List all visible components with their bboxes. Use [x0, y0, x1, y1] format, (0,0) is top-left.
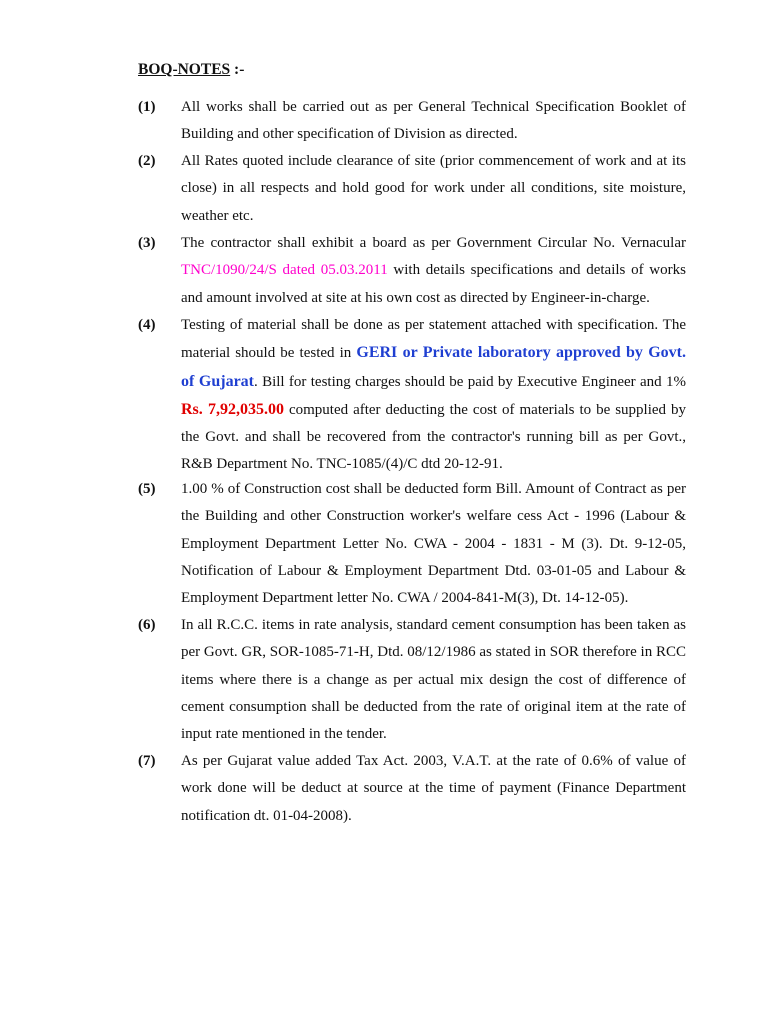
note-text: [181, 312, 686, 479]
note-text: As per Gujarat value added Tax Act. 2003, V.A.T. at the rate of 0.6% of value of work done will be deduct at source at the time of payment (Finance Department notification dt. 01-04-2008).: [181, 753, 686, 824]
note-text: [181, 230, 686, 312]
laboratory-highlight: GERI or Private laboratory approved by Govt. of Gujarat: [181, 344, 686, 390]
heading-title: BOQ-NOTES: [138, 61, 231, 78]
note-text: All works shall be carried out as per General Technical Specification Booklet of Building and other specification of Division as directed.: [181, 99, 686, 143]
note-text: In all R.C.C. items in rate analysis, standard cement consumption has been taken as per Govt. GR, SOR-1085-71-H, Dtd. 08/12/1986 as stated in SOR therefore in RCC items where there is a change as per actual mix design the cost of difference of cement consumption shall be deducted from the rate of original item at the rate of input rate mentioned in the tender.: [181, 617, 686, 743]
note-number: (1): [138, 99, 156, 115]
amount-highlight: Rs. 7,92,035.00: [181, 400, 284, 418]
note-text-part: The contractor shall exhibit a board as per Government Circular No. Vernacular: [181, 235, 686, 251]
note-number: (4): [138, 317, 156, 333]
circular-reference: TNC/1090/24/S dated 05.03.2011: [181, 262, 388, 279]
heading-suffix: :-: [230, 61, 245, 78]
note-text-part: Testing of material shall be done as per statement attached with specification. The material should be tested in: [181, 317, 686, 362]
page-title: [138, 60, 244, 80]
note-number: (5): [138, 481, 156, 497]
note-text-part: . Bill for testing charges should be paid by Executive Engineer and 1%: [254, 373, 686, 390]
note-number: (3): [138, 235, 156, 251]
note-text: All Rates quoted include clearance of site (prior commencement of work and at its close) in all respects and hold good for work under all conditions, site moisture, weather etc.: [181, 153, 686, 224]
note-number: (6): [138, 617, 156, 633]
note-text: 1.00 % of Construction cost shall be deducted form Bill. Amount of Contract as per the Building and other Construction worker's welfare cess Act - 1996 (Labour & Employment Department Letter No. CWA - 2004 - 1831 - M (3). Dt. 9-12-05, Notification of Labour & Employment Department Dtd. 03-01-05 and Labour & Employment Department letter No. CWA / 2004-841-M(3), Dt. 14-12-05).: [181, 481, 686, 607]
note-number: (7): [138, 753, 156, 769]
note-text-part: with details specifications and details of works and amount involved at site at his own cost as directed by Engineer-in-charge.: [181, 262, 686, 306]
note-number: (2): [138, 153, 156, 169]
note-text-part: computed after deducting the cost of materials to be supplied by the Govt. and shall be recovered from the contractor's running bill as per Govt., R&B Department No. TNC-1085/(4)/C dtd 20-12-91.: [181, 401, 687, 473]
